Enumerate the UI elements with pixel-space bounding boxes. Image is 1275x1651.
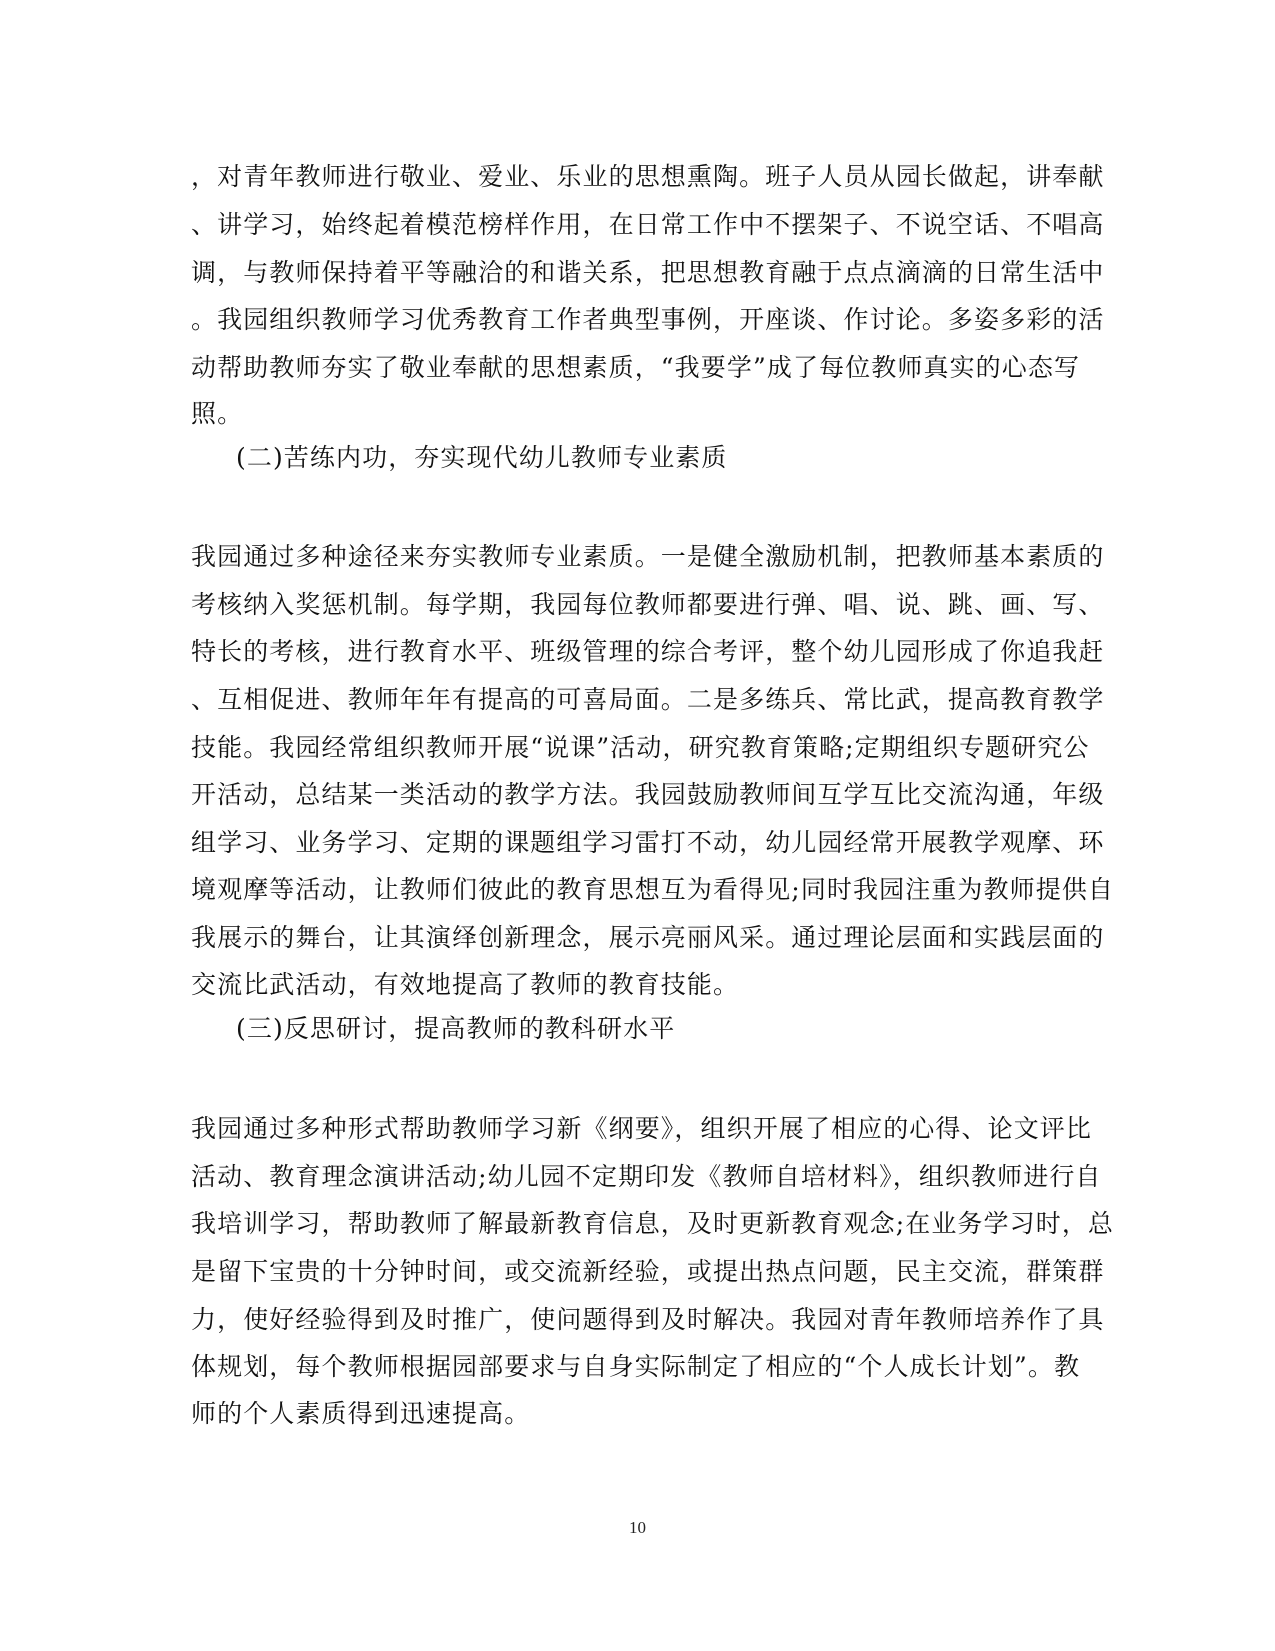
paragraph-2-line: 开活动，总结某一类活动的教学方法。我园鼓励教师间互学互比交流沟通，年级 bbox=[191, 780, 1105, 809]
paragraph-1-line: 照。 bbox=[191, 399, 244, 428]
paragraph-3-line: 是留下宝贵的十分钟时间，或交流新经验，或提出热点问题，民主交流，群策群 bbox=[191, 1257, 1105, 1286]
paragraph-1-line: 。我园组织教师学习优秀教育工作者典型事例，开座谈、作讨论。多姿多彩的活 bbox=[191, 305, 1105, 334]
paragraph-2-line: 组学习、业务学习、定期的课题组学习雷打不动，幼儿园经常开展教学观摩、环 bbox=[191, 828, 1105, 857]
paragraph-2-line: 、互相促进、教师年年有提高的可喜局面。二是多练兵、常比武，提高教育教学 bbox=[191, 685, 1105, 714]
paragraph-3-line: 体规划，每个教师根据园部要求与自身实际制定了相应的“个人成长计划”。教 bbox=[191, 1352, 1081, 1381]
paragraph-3-line: 活动、教育理念演讲活动;幼儿园不定期印发《教师自培材料》，组织教师进行自 bbox=[191, 1162, 1102, 1191]
paragraph-2-line: 特长的考核，进行教育水平、班级管理的综合考评，整个幼儿园形成了你追我赶 bbox=[191, 637, 1105, 666]
paragraph-2-line: 考核纳入奖惩机制。每学期，我园每位教师都要进行弹、唱、说、跳、画、写、 bbox=[191, 590, 1105, 619]
page-number: 10 bbox=[629, 1518, 646, 1537]
paragraph-2-line: 境观摩等活动，让教师们彼此的教育思想互为看得见;同时我园注重为教师提供自 bbox=[191, 875, 1115, 904]
paragraph-1-line: ，对青年教师进行敬业、爱业、乐业的思想熏陶。班子人员从园长做起，讲奉献 bbox=[191, 162, 1105, 191]
paragraph-3-line: 师的个人素质得到迅速提高。 bbox=[191, 1399, 531, 1428]
paragraph-1-line: 调，与教师保持着平等融洽的和谐关系，把思想教育融于点点滴滴的日常生活中 bbox=[191, 258, 1105, 287]
paragraph-3-line: 我园通过多种形式帮助教师学习新《纲要》，组织开展了相应的心得、论文评比 bbox=[191, 1114, 1093, 1143]
paragraph-3-line: 力，使好经验得到及时推广，使问题得到及时解决。我园对青年教师培养作了具 bbox=[191, 1305, 1105, 1334]
section-heading-2: (二)苦练内功，夯实现代幼儿教师专业素质 bbox=[236, 443, 728, 472]
paragraph-2-line: 我展示的舞台，让其演绎创新理念，展示亮丽风采。通过理论层面和实践层面的 bbox=[191, 923, 1105, 952]
paragraph-1-line: 动帮助教师夯实了敬业奉献的思想素质，“我要学”成了每位教师真实的心态写 bbox=[191, 353, 1081, 382]
section-heading-3: (三)反思研讨，提高教师的教科研水平 bbox=[236, 1014, 676, 1043]
paragraph-3-line: 我培训学习，帮助教师了解最新教育信息，及时更新教育观念;在业务学习时，总 bbox=[191, 1209, 1115, 1238]
paragraph-1-line: 、讲学习，始终起着模范榜样作用，在日常工作中不摆架子、不说空话、不唱高 bbox=[191, 210, 1105, 239]
paragraph-2-line: 交流比武活动，有效地提高了教师的教育技能。 bbox=[191, 970, 740, 999]
paragraph-2-line: 技能。我园经常组织教师开展“说课”活动，研究教育策略;定期组织专题研究公 bbox=[191, 733, 1090, 762]
paragraph-2-line: 我园通过多种途径来夯实教师专业素质。一是健全激励机制，把教师基本素质的 bbox=[191, 542, 1105, 571]
